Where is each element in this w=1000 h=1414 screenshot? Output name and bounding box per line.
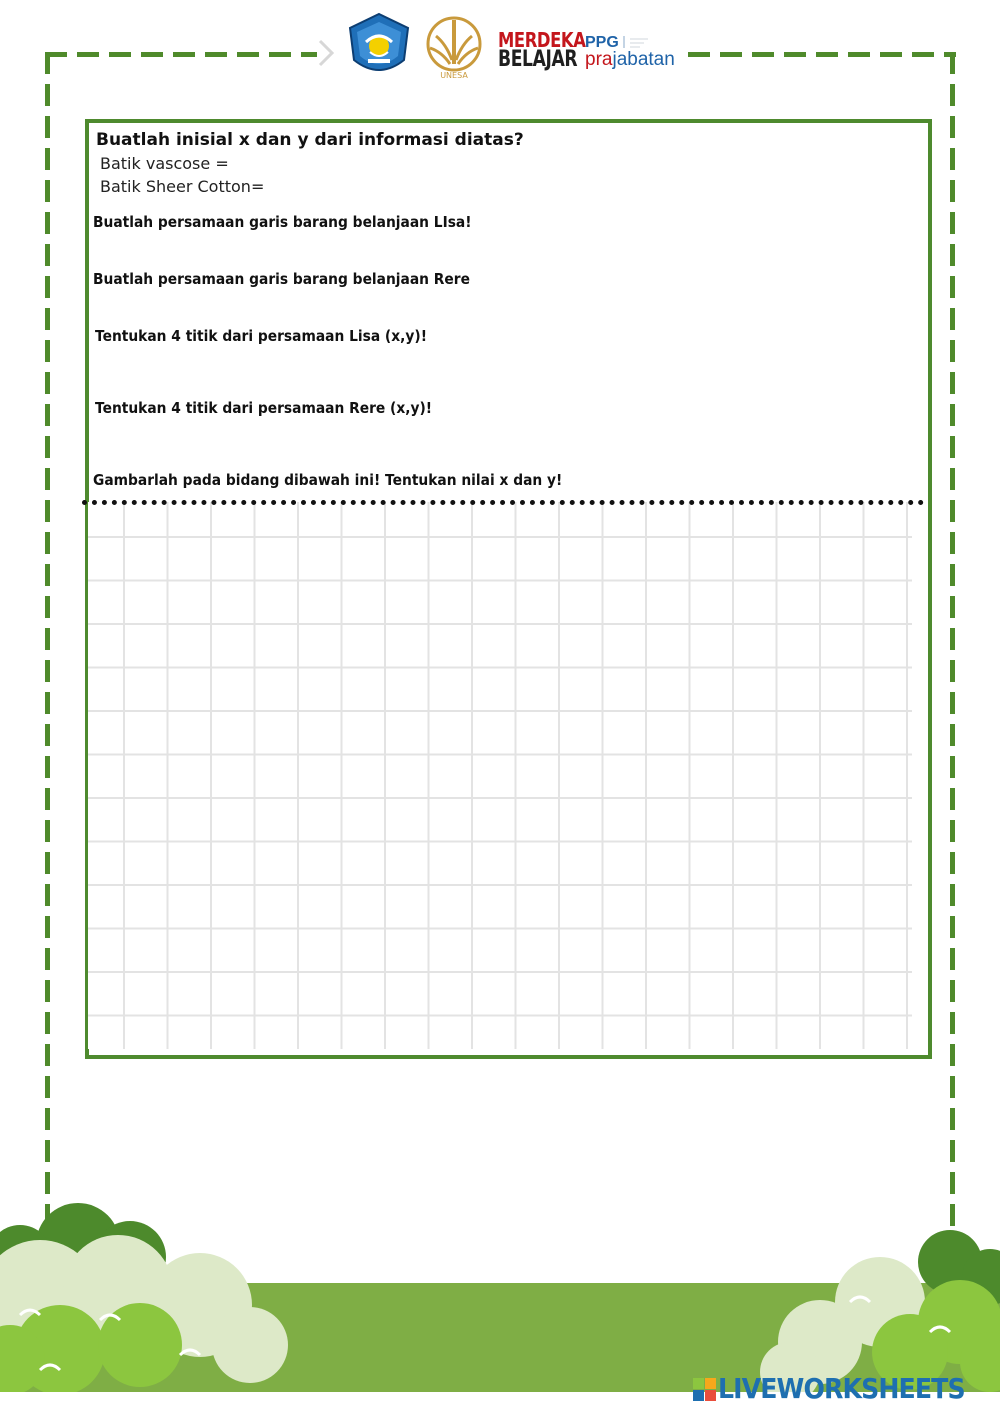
question-6: Gambarlah pada bidang dibawah ini! Tentukan nilai x dan y! [93,471,563,489]
prajabatan-blue: jabatan [612,49,675,70]
liveworksheets-logo-icon [693,1378,717,1402]
unesa-logo-text: UNESA [440,71,468,80]
question-3: Buatlah persamaan garis barang belanjaan Rere [93,270,470,288]
question-4: Tentukan 4 titik dari persamaan Lisa (x,y)! [95,327,427,345]
chevron-right-icon [316,38,338,68]
prajabatan-logo-text [585,49,675,71]
ppg-divider [622,35,652,49]
page-frame-top-left [45,52,317,57]
kemendikbud-logo [346,12,412,80]
question-2: Buatlah persamaan garis barang belanjaan LIsa! [93,213,472,231]
page-frame-left [45,52,50,1312]
liveworksheets-brand[interactable]: LIVEWORKSHEETS [718,1372,965,1405]
page-frame-right [950,52,955,1312]
graph-grid[interactable] [88,502,912,1049]
page-frame-top-right [688,52,956,57]
batik-sheer-cotton-field[interactable]: Batik Sheer Cotton= [100,177,265,196]
merdeka-logo-text: MERDEKA [498,28,586,52]
batik-vascose-field[interactable]: Batik vascose = [100,154,229,173]
unesa-logo [422,14,486,80]
prajabatan-red: pra [585,49,613,70]
question-5: Tentukan 4 titik dari persamaan Rere (x,y)! [95,399,433,417]
ppg-logo-text: PPG [585,34,619,51]
belajar-logo-text: BELAJAR [498,47,578,72]
dotted-divider [82,500,924,505]
bush-left-illustration [0,1195,300,1395]
question-1-title: Buatlah inisial x dan y dari informasi diatas? [96,130,524,150]
